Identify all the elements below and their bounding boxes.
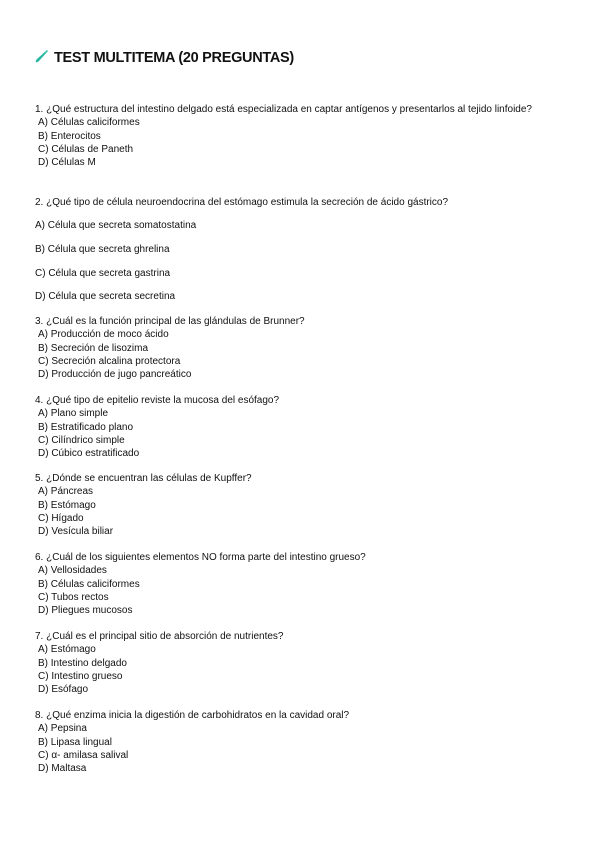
answer-option: A) Plano simple	[38, 408, 109, 420]
answer-option: B) Células caliciformes	[38, 578, 140, 590]
question-text: 6. ¿Cuál de los siguientes elementos NO forma parte del intestino grueso?	[35, 552, 366, 563]
question-3	[35, 315, 555, 381]
answer-option: A) Célula que secreta somatostatina	[35, 220, 197, 232]
answer-option: C) α- amilasa salival	[38, 749, 129, 761]
question-text: 1. ¿Qué estructura del intestino delgado está especializada en captar antígenos y presentarlos al tejido linfoide?	[35, 104, 532, 115]
answer-option: A) Producción de moco ácido	[38, 329, 169, 341]
answer-option: D) Célula que secreta secretina	[35, 291, 176, 303]
answer-option: B) Enterocitos	[38, 130, 101, 142]
answer-option: A) Páncreas	[38, 486, 94, 498]
answer-option: C) Células de Paneth	[38, 143, 134, 155]
answer-option: D) Vesícula biliar	[38, 526, 114, 538]
answer-option: A) Pepsina	[38, 723, 87, 735]
answer-option: D) Producción de jugo pancreático	[38, 369, 192, 381]
test-tube-icon	[35, 49, 49, 67]
answer-option: C) Célula que secreta gastrina	[35, 267, 171, 279]
answer-option: A) Vellosidades	[38, 565, 107, 577]
question-text: 3. ¿Cuál es la función principal de las glándulas de Brunner?	[35, 316, 305, 327]
question-5	[35, 472, 555, 538]
answer-option: D) Células M	[38, 157, 96, 169]
answer-option: A) Células caliciformes	[38, 117, 140, 129]
question-6	[35, 551, 555, 617]
question-8	[35, 709, 555, 775]
question-4	[35, 394, 555, 460]
question-text: 2. ¿Qué tipo de célula neuroendocrina del estómago estimula la secreción de ácido gástrico?	[35, 197, 449, 208]
question-text: 7. ¿Cuál es el principal sitio de absorción de nutrientes?	[35, 631, 284, 642]
answer-option: D) Pliegues mucosos	[38, 605, 133, 617]
question-text: 5. ¿Dónde se encuentran las células de Kupffer?	[35, 473, 252, 484]
answer-option: B) Célula que secreta ghrelina	[35, 244, 170, 255]
answer-option: A) Estómago	[38, 644, 96, 656]
question-1	[35, 103, 555, 169]
question-2	[35, 196, 555, 309]
answer-option: C) Intestino grueso	[38, 670, 123, 682]
question-text: 8. ¿Qué enzima inicia la digestión de carbohidratos en la cavidad oral?	[35, 710, 350, 721]
answer-option: B) Secreción de lisozima	[38, 342, 149, 354]
answer-option: B) Estómago	[38, 499, 96, 511]
answer-option: C) Tubos rectos	[38, 591, 109, 603]
title-text: TEST MULTITEMA (20 PREGUNTAS)	[54, 50, 294, 66]
answer-option: D) Esófago	[38, 684, 89, 696]
answer-option: C) Hígado	[38, 512, 84, 524]
question-text: 4. ¿Qué tipo de epitelio reviste la mucosa del esófago?	[35, 395, 280, 406]
answer-option: D) Cúbico estratificado	[38, 448, 140, 460]
question-7	[35, 630, 555, 696]
answer-option: C) Secreción alcalina protectora	[38, 355, 181, 367]
answer-option: B) Estratificado plano	[38, 421, 134, 433]
answer-option: B) Lipasa lingual	[38, 736, 112, 748]
answer-option: C) Cilíndrico simple	[38, 434, 125, 446]
answer-option: B) Intestino delgado	[38, 657, 127, 669]
page-title	[35, 49, 294, 67]
answer-option: D) Maltasa	[38, 763, 87, 775]
